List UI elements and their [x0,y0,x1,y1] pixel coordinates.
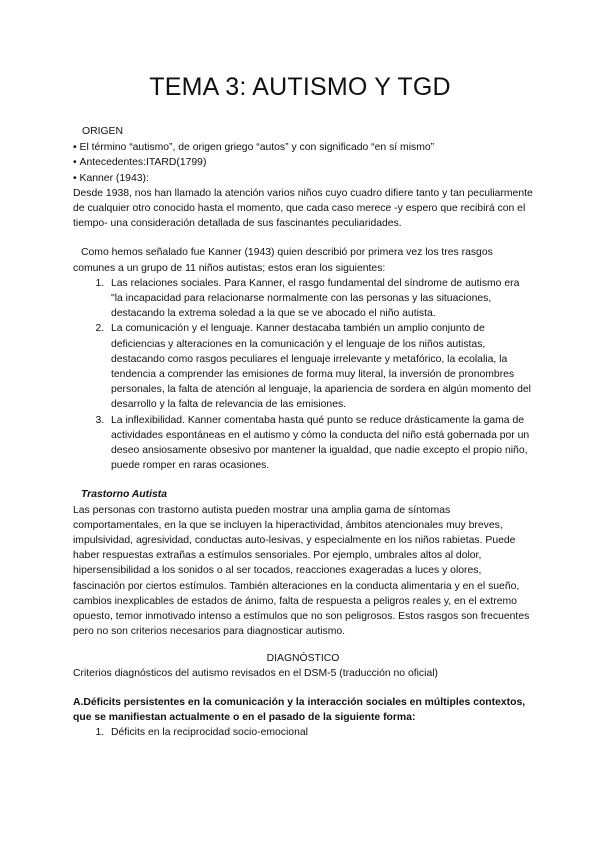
kanner-trait-item: 3. La inflexibilidad. Kanner comentaba hasta qué punto se reduce drásticamente la gama de actividades espontáneas en el autismo y cómo la conducta del niño está gobernada por un deseo ansiosamente obsesivo por mantener la igualdad, que nadie excepto el propio niño, puede romper en raras ocasiones. [107,413,533,474]
kanner-traits-list [73,276,533,474]
origin-bullet: • Kanner (1943): [73,171,533,186]
kanner-trait-item: 1. Las relaciones sociales. Para Kanner, el rasgo fundamental del síndrome de autismo era "la incapacidad para relacionarse normalmente con las personas y las situaciones, destacando la extrema soledad a la que se ve abocado el niño autista. [107,276,533,322]
diagnostico-heading: DIAGNÓSTICO [266,652,340,664]
kanner-intro: Como hemos señalado fue Kanner (1943) quien describió por primera vez los tres rasgos comunes a un grupo de 11 niños autistas; estos eran los siguientes: [73,247,493,274]
diagnostico-subtitle: Criterios diagnósticos del autismo revisados en el DSM-5 (traducción no oficial) [73,667,438,679]
trastorno-paragraph: Las personas con trastorno autista pueden mostrar una amplia gama de síntomas comportamentales, en la que se incluyen la hiperactividad, ámbitos atencionales muy breves, impulsividad, agresividad, conductas auto-lesivas, y especialmente en los niños rabietas. Puede haber respuestas extrañas a estímulos sensoriales. Por ejemplo, umbrales altos al dolor, hipersensibilidad a los sonidos o al ser tocados, reacciones exageradas a luces y olores, fascinación por ciertos estímulos. También alteraciones en la conducta alimentaria y en el sueño, cambios inexplicables de estados de ánimo, falta de respuesta a peligros reales y, en el extremo opuesto, temor inmotivado intenso a estímulos que no son peligrosos. Estos rasgos son frecuentes pero no son criterios necesarios para diagnosticar autismo. [73,504,530,638]
page-title: TEMA 3: AUTISMO Y TGD [149,73,451,101]
kanner-trait-item: 2. La comunicación y el lenguaje. Kanner destacaba también un amplio conjunto de deficiencias y alteraciones en la comunicación y el lenguaje de los niños autistas, destacando como rasgos peculiares el lenguaje irrelevante y metafórico, la ecolalia, la tendencia a comprender las emisiones de forma muy literal, la inversión de pronombres personales, la falta de atención al lenguaje, la apariencia de sordera en algún momento del desarrollo y la falta de relevancia de las emisiones. [107,321,533,412]
criterion-a-list [73,725,533,740]
document-body [73,124,533,741]
origin-paragraph: Desde 1938, nos han llamado la atención varios niños cuyo cuadro difiere tanto y tan peculiarmente de cualquier otro conocido hasta el momento, que cada caso merece -y espero que recibirá con el tiempo- una consideración detallada de sus fascinantes peculiaridades. [73,187,533,230]
criterion-a: A.Déficits persistentes en la comunicación y la interacción sociales en múltiples contextos, que se manifiestan actualmente o en el pasado de la siguiente forma: [73,696,526,724]
origin-label: ORIGEN [82,126,123,137]
origin-bullet-list [73,140,533,186]
criterion-a-item: 1. Déficits en la reciprocidad socio-emocional [107,725,533,740]
origin-bullet: • Antecedentes:ITARD(1799) [73,155,533,170]
trastorno-heading: Trastorno Autista [81,489,168,501]
origin-bullet: • El término “autismo”, de origen griego “autos” y con significado “en sí mismo” [73,140,533,155]
